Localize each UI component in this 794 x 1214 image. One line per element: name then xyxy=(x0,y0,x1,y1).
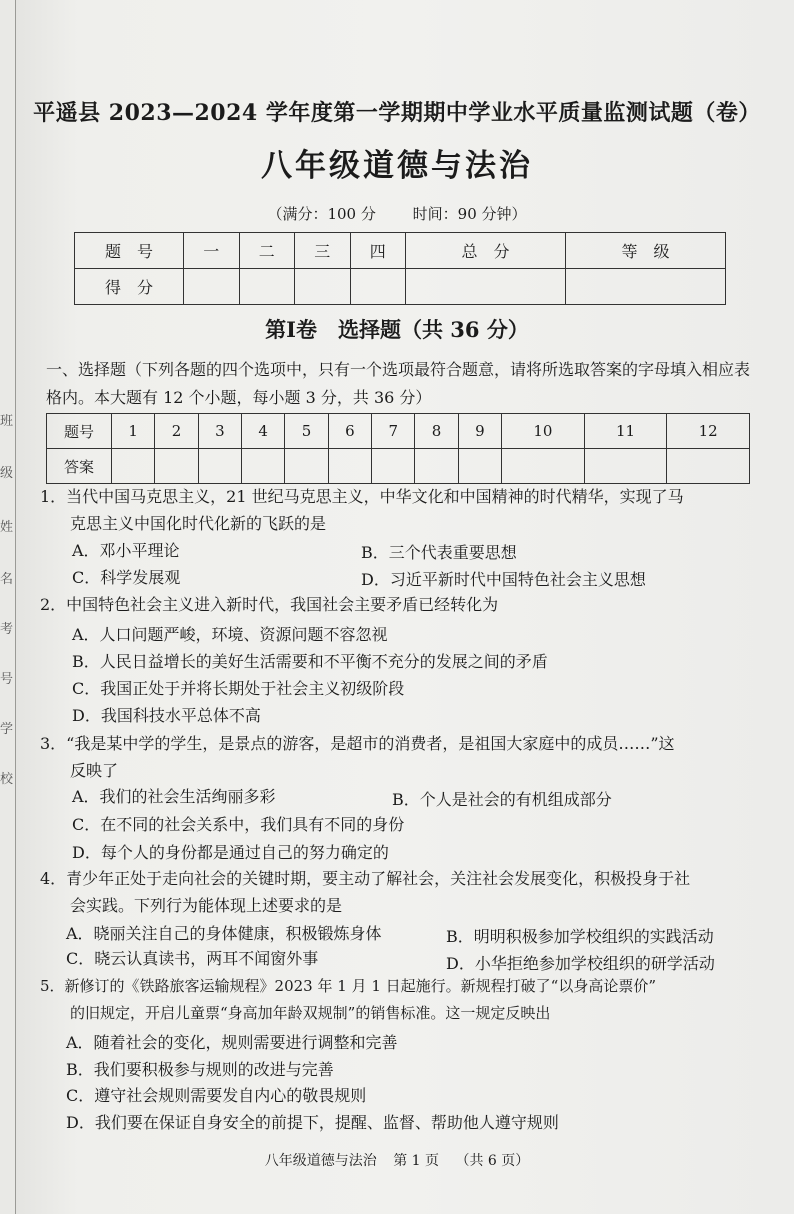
answer-number-cell: 6 xyxy=(328,414,371,449)
answer-number-cell: 11 xyxy=(584,414,667,449)
score-cell[interactable] xyxy=(406,269,566,305)
score-table xyxy=(74,232,726,305)
exam-subject: 八年级道德与法治 xyxy=(261,148,533,184)
score-row-label: 得 分 xyxy=(75,269,184,305)
question-stem-continued: 会实践。下列行为能体现上述要求的是 xyxy=(70,896,343,915)
option-c: C．晓云认真读书，两耳不闻窗外事 xyxy=(66,949,319,968)
answer-cell[interactable] xyxy=(112,449,155,484)
score-table-score-row xyxy=(75,269,726,305)
question-4 xyxy=(40,865,760,919)
option-c: C．在不同的社会关系中，我们具有不同的身份 xyxy=(72,815,405,834)
answer-cell[interactable] xyxy=(502,449,585,484)
footer-subject: 八年级道德与法治 xyxy=(264,1153,377,1169)
question-stem: 4．青少年正处于走向社会的关键时期，要主动了解社会，关注社会发展变化，积极投身于社 xyxy=(40,869,691,888)
question-stem: 2．中国特色社会主义进入新时代，我国社会主要矛盾已经转化为 xyxy=(40,595,499,614)
score-cell[interactable] xyxy=(239,269,295,305)
question-1 xyxy=(40,483,760,537)
option-d: D．我国科技水平总体不高 xyxy=(72,706,261,725)
answer-number-cell: 2 xyxy=(155,414,198,449)
question-stem-continued: 的旧规定，开启儿童票“身高加年龄双规制”的销售标准。这一规定反映出 xyxy=(70,1004,551,1022)
answer-number-cell: 3 xyxy=(198,414,241,449)
score-cell[interactable] xyxy=(295,269,351,305)
margin-label: 考 xyxy=(0,622,14,637)
score-header-cell: 总 分 xyxy=(406,233,566,269)
answer-cell[interactable] xyxy=(415,449,458,484)
score-header-cell: 三 xyxy=(295,233,351,269)
instructions: 一、选择题（下列各题的四个选项中，只有一个选项最符合题意，请将所选取答案的字母填入相应表格内。本大题有 12 个小题，每小题 3 分，共 36 分） xyxy=(46,360,751,407)
option-d: D．习近平新时代中国特色社会主义思想 xyxy=(361,570,646,589)
option-a: A．人口问题严峻，环境、资源问题不容忽视 xyxy=(72,625,388,644)
answer-table xyxy=(46,413,750,484)
option-c: C．遵守社会规则需要发自内心的敬畏规则 xyxy=(66,1086,367,1105)
full-score: （满分：100 分 xyxy=(267,205,376,223)
option-a: A．我们的社会生活绚丽多彩 xyxy=(72,787,276,806)
footer-total: （共 6 页） xyxy=(455,1153,530,1169)
answer-cell[interactable] xyxy=(372,449,415,484)
answer-number-cell: 5 xyxy=(285,414,328,449)
answer-number-cell: 10 xyxy=(502,414,585,449)
question-5 xyxy=(40,973,760,1027)
question-3 xyxy=(40,730,760,784)
answer-cell[interactable] xyxy=(198,449,241,484)
option-a: A．随着社会的变化，规则需要进行调整和完善 xyxy=(66,1033,398,1052)
exam-title: 平遥县 2023—2024 学年度第一学期期中学业水平质量监测试题（卷） xyxy=(33,100,761,126)
margin-label: 学 xyxy=(0,722,14,737)
answer-table-answer-row xyxy=(47,449,750,484)
margin-label: 名 xyxy=(0,572,14,587)
margin-label: 级 xyxy=(0,466,14,481)
answer-cell[interactable] xyxy=(584,449,667,484)
answer-cell[interactable] xyxy=(155,449,198,484)
score-cell[interactable] xyxy=(184,269,240,305)
option-b: B．人民日益增长的美好生活需要和不平衡不充分的发展之间的矛盾 xyxy=(72,652,548,671)
option-c: C．我国正处于并将长期处于社会主义初级阶段 xyxy=(72,679,405,698)
question-stem: 3．“我是某中学的学生，是景点的游客，是超市的消费者，是祖国大家庭中的成员……”这 xyxy=(40,734,675,753)
footer-page: 第 1 页 xyxy=(393,1153,439,1169)
option-b: B．我们要积极参与规则的改进与完善 xyxy=(66,1060,334,1079)
answer-number-cell: 9 xyxy=(458,414,501,449)
answer-number-cell: 12 xyxy=(667,414,750,449)
option-d: D．每个人的身份都是通过自己的努力确定的 xyxy=(72,843,389,862)
answer-label-answer: 答案 xyxy=(47,449,112,484)
page-footer xyxy=(0,1150,794,1170)
option-b: B．个人是社会的有机组成部分 xyxy=(392,790,612,809)
question-2 xyxy=(40,591,760,618)
option-c: C．科学发展观 xyxy=(72,568,181,587)
margin-label: 号 xyxy=(0,672,14,687)
question-stem-continued: 反映了 xyxy=(70,761,119,780)
answer-cell[interactable] xyxy=(328,449,371,484)
exam-time: 时间：90 分钟） xyxy=(412,205,527,223)
score-header-cell: 等 级 xyxy=(566,233,726,269)
answer-cell[interactable] xyxy=(285,449,328,484)
section-title: 第Ⅰ卷 选择题（共 36 分） xyxy=(265,317,529,342)
question-stem: 5．新修订的《铁路旅客运输规程》2023 年 1 月 1 日起施行。新规程打破了“以身高论票价” xyxy=(40,977,656,995)
option-b: B．三个代表重要思想 xyxy=(361,543,517,562)
answer-table-number-row xyxy=(47,414,750,449)
margin-label: 校 xyxy=(0,772,14,787)
score-header-cell: 二 xyxy=(239,233,295,269)
answer-cell[interactable] xyxy=(667,449,750,484)
answer-number-cell: 4 xyxy=(242,414,285,449)
margin-label: 姓 xyxy=(0,520,14,535)
exam-meta xyxy=(0,203,794,224)
answer-label-number: 题号 xyxy=(47,414,112,449)
score-cell[interactable] xyxy=(350,269,406,305)
score-header-cell: 四 xyxy=(350,233,406,269)
question-stem: 1．当代中国马克思主义，21 世纪马克思主义，中华文化和中国精神的时代精华，实现了马 xyxy=(40,487,684,506)
question-stem-continued: 克思主义中国化时代化新的飞跃的是 xyxy=(70,514,327,533)
score-table-header-row xyxy=(75,233,726,269)
answer-cell[interactable] xyxy=(242,449,285,484)
score-header-cell: 题 号 xyxy=(75,233,184,269)
answer-number-cell: 1 xyxy=(112,414,155,449)
answer-number-cell: 8 xyxy=(415,414,458,449)
score-header-cell: 一 xyxy=(184,233,240,269)
score-cell[interactable] xyxy=(566,269,726,305)
option-b: B．明明积极参加学校组织的实践活动 xyxy=(446,927,714,946)
answer-number-cell: 7 xyxy=(372,414,415,449)
margin-label: 班 xyxy=(0,414,14,429)
answer-cell[interactable] xyxy=(458,449,501,484)
option-a: A．晓丽关注自己的身体健康，积极锻炼身体 xyxy=(66,924,382,943)
option-d: D．小华拒绝参加学校组织的研学活动 xyxy=(446,954,715,973)
option-d: D．我们要在保证自身安全的前提下，提醒、监督、帮助他人遵守规则 xyxy=(66,1113,559,1132)
option-a: A．邓小平理论 xyxy=(72,541,180,560)
